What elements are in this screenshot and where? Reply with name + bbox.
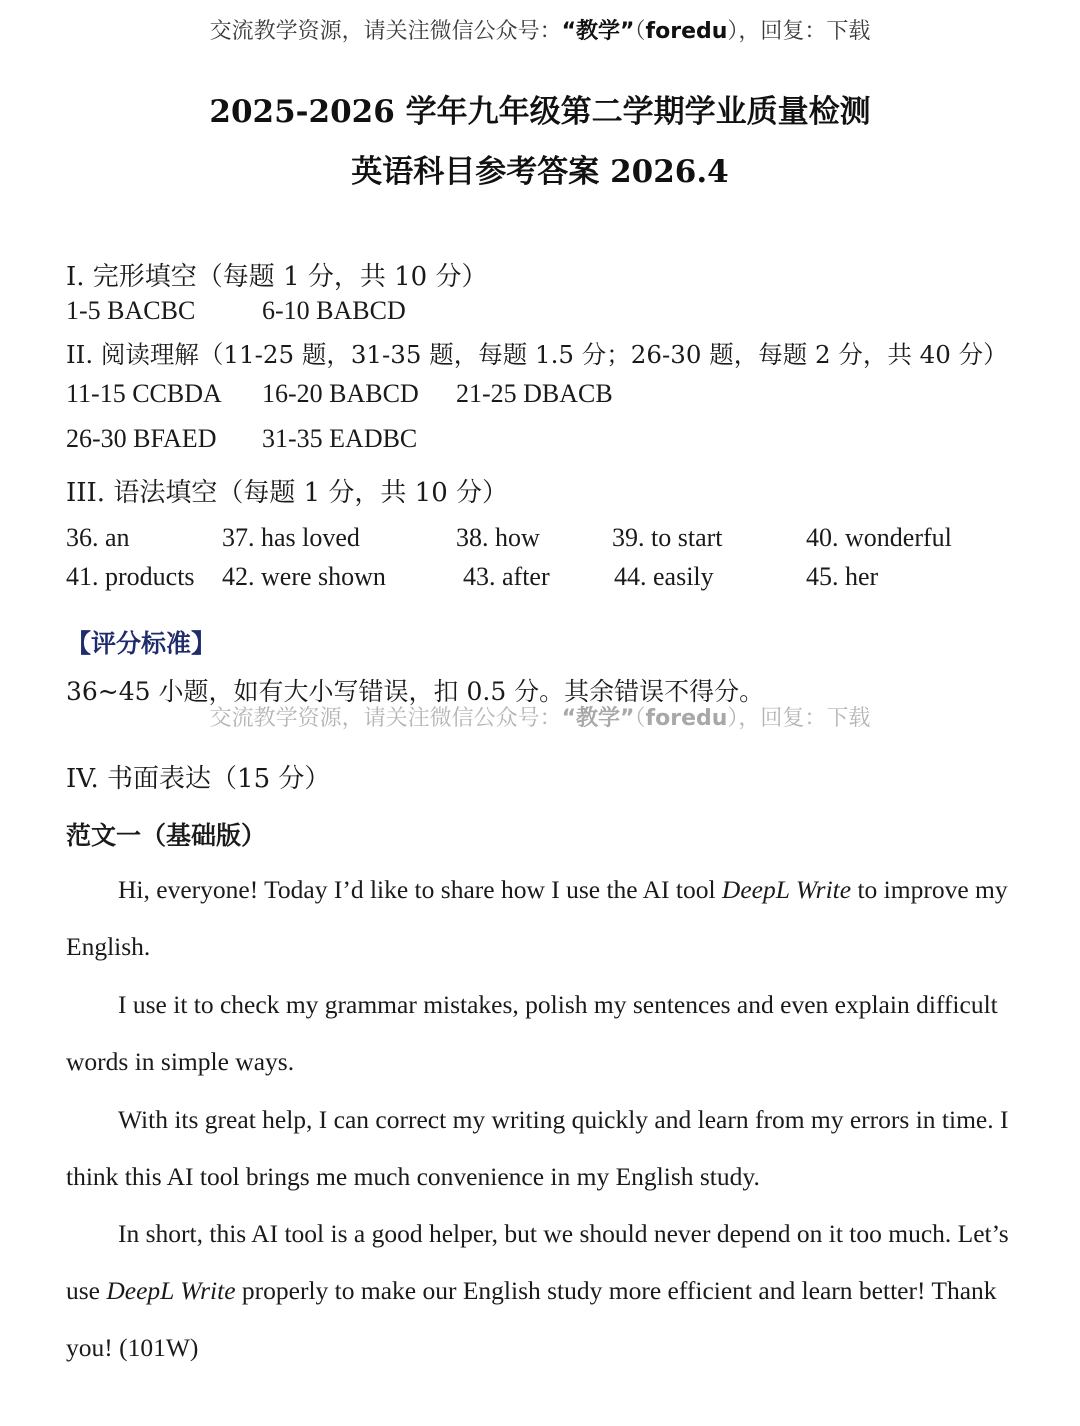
section-1-heading: I. 完形填空（每题 1 分，共 10 分） [66, 262, 488, 292]
essay-text: properly to make our English study more efficient and learn better! Thank [235, 1276, 997, 1305]
essay-p3-line2: think this AI tool brings me much convenience in my English study. [66, 1162, 760, 1191]
essay-tool-name: DeepL Write [721, 875, 852, 904]
section-2-heading: II. 阅读理解（11-25 题，31-35 题，每题 1.5 分；26-30 题，每题 2 分，共 40 分） [66, 340, 1008, 369]
watermark-handle-open: （ [634, 19, 646, 44]
essay-p1-line1 [118, 875, 1008, 905]
answer-39: 39. to start [612, 523, 723, 552]
essay-tool-name: DeepL Write [106, 1276, 236, 1305]
answer-31-35: 31-35 EADBC [262, 424, 418, 453]
answer-42: 42. were shown [222, 562, 386, 591]
answer-38: 38. how [456, 523, 540, 552]
page-title: 2025-2026 学年九年级第二学期学业质量检测 [209, 94, 871, 130]
answer-1-5: 1-5 BACBC [66, 296, 196, 325]
essay-p3-line1: With its great help, I can correct my writing quickly and learn from my errors in time. I [118, 1105, 1009, 1134]
essay-text: to improve my [851, 875, 1008, 904]
answer-45: 45. her [806, 562, 879, 591]
section-4-heading: IV. 书面表达（15 分） [66, 764, 331, 794]
watermark-handle: foredu [645, 706, 728, 731]
answer-43: 43. after [463, 562, 550, 591]
watermark-handle-open: （ [634, 706, 646, 731]
essay-p2-line2: words in simple ways. [66, 1047, 295, 1076]
essay-text: use [66, 1276, 107, 1305]
answer-6-10: 6-10 BABCD [262, 296, 406, 325]
answer-37: 37. has loved [222, 523, 360, 552]
watermark-suffix: ），回复：下载 [727, 19, 871, 44]
sample-essay-title: 范文一（基础版） [66, 821, 267, 850]
answer-40: 40. wonderful [806, 523, 952, 552]
watermark-prefix: 交流教学资源，请关注微信公众号： [209, 706, 562, 731]
answer-41: 41. products [66, 562, 195, 591]
essay-p4-line3: you! (101W) [66, 1333, 199, 1362]
answer-44: 44. easily [614, 562, 714, 591]
grading-heading: 【评分标准】 [66, 629, 217, 658]
essay-text: Hi, everyone! Today I’d like to share how I use the AI tool [118, 875, 722, 904]
watermark-account: “教学” [561, 706, 635, 731]
answer-36: 36. an [66, 523, 130, 552]
grading-text: 36~45 小题，如有大小写错误，扣 0.5 分。其余错误不得分。 [66, 677, 765, 706]
watermark-top [0, 14, 1080, 45]
answer-11-15: 11-15 CCBDA [66, 379, 222, 408]
essay-p4-line1: In short, this AI tool is a good helper, but we should never depend on it too much. Let’s [118, 1219, 1009, 1248]
watermark-suffix: ），回复：下载 [727, 706, 871, 731]
watermark-account: “教学” [561, 19, 635, 44]
watermark-prefix: 交流教学资源，请关注微信公众号： [209, 19, 562, 44]
answer-26-30: 26-30 BFAED [66, 424, 217, 453]
watermark-handle: foredu [645, 19, 728, 44]
watermark-middle [0, 701, 1080, 732]
page-subtitle: 英语科目参考答案 2026.4 [351, 154, 729, 190]
essay-p2-line1: I use it to check my grammar mistakes, polish my sentences and even explain difficult [118, 990, 998, 1019]
section-3-heading: III. 语法填空（每题 1 分，共 10 分） [66, 478, 509, 508]
essay-p1-line2: English. [66, 932, 151, 961]
answer-21-25: 21-25 DBACB [456, 379, 613, 408]
answer-16-20: 16-20 BABCD [262, 379, 419, 408]
essay-p4-line2 [66, 1276, 997, 1306]
